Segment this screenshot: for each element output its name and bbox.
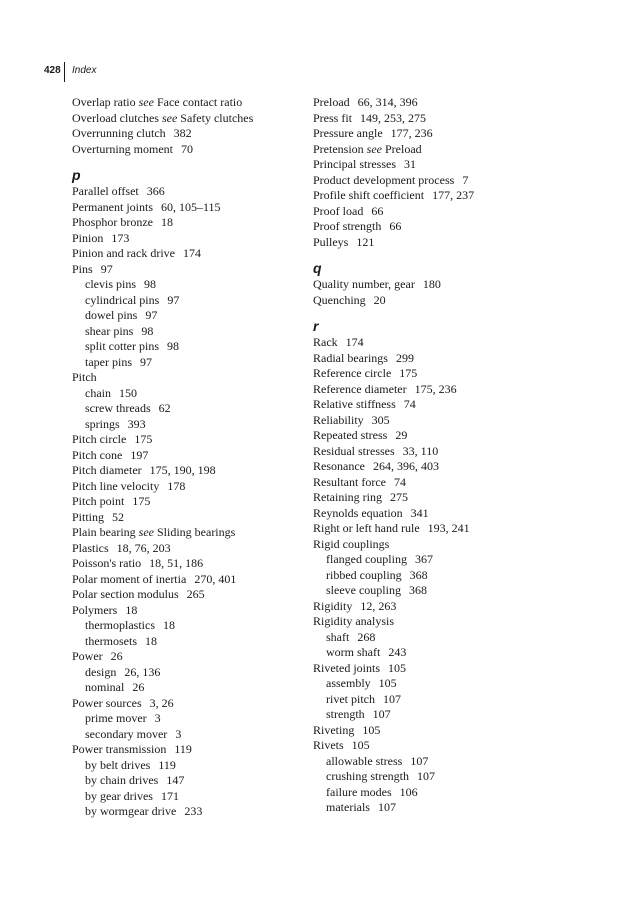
index-term: prime mover <box>85 711 147 725</box>
page-references: 98 <box>167 339 179 353</box>
page-references: 177, 236 <box>390 126 433 140</box>
see-reference-target: Preload <box>385 141 422 156</box>
page-references: 3 <box>154 711 161 725</box>
index-entry <box>313 142 553 158</box>
index-section-letter: q <box>313 260 322 276</box>
index-term: Polar section modulus <box>72 587 179 601</box>
index-term: split cotter pins <box>85 339 159 353</box>
page-references: 18 <box>161 215 173 229</box>
index-subentry <box>72 711 307 727</box>
index-subentry <box>72 339 307 355</box>
index-subentry <box>72 804 307 820</box>
index-entry <box>72 603 307 619</box>
index-term: Pitting <box>72 509 105 524</box>
index-subentry <box>313 754 553 770</box>
page-references: 174 <box>345 335 364 349</box>
page-references: 97 <box>167 292 180 307</box>
index-entry <box>313 428 553 444</box>
page-references: 193, 241 <box>427 521 470 535</box>
index-term: screw threads <box>85 401 151 415</box>
index-term: Riveting <box>313 722 355 737</box>
index-term: Pretension <box>313 141 364 156</box>
index-term: Profile shift coefficient <box>313 188 425 202</box>
index-subentry <box>72 386 307 402</box>
index-subentry <box>313 568 553 584</box>
index-entry <box>313 293 553 309</box>
index-subentry <box>72 789 307 805</box>
index-subentry <box>72 324 307 340</box>
page-references: 180 <box>422 277 441 291</box>
page-references: 107 <box>410 753 429 768</box>
index-entry <box>72 696 307 712</box>
page-references: 107 <box>382 691 401 706</box>
index-term: Press fit <box>313 110 352 125</box>
index-term: Polar moment of inertia <box>72 571 187 586</box>
index-entry <box>313 111 553 127</box>
index-term: Rack <box>313 335 338 349</box>
index-term: Resultant force <box>313 474 386 489</box>
index-term: Overlap ratio <box>72 95 136 109</box>
page-references: 299 <box>395 350 414 365</box>
page-references: 175 <box>132 494 151 508</box>
index-entry <box>72 479 307 495</box>
index-term: thermosets <box>85 633 137 648</box>
index-entry <box>72 111 307 127</box>
index-term: Overrunning clutch <box>72 126 166 140</box>
index-entry <box>72 246 307 262</box>
page-references: 243 <box>388 645 407 659</box>
page-references: 119 <box>158 757 176 772</box>
index-term: Pins <box>72 261 93 276</box>
see-reference-target: Face contact ratio <box>156 95 243 109</box>
index-term: flanged coupling <box>326 552 407 566</box>
index-term: Rivets <box>313 738 344 752</box>
index-subentry <box>72 634 307 650</box>
running-title: Index <box>72 65 97 76</box>
index-subentry <box>72 758 307 774</box>
index-term: Pulleys <box>313 234 349 249</box>
index-term: rivet pitch <box>326 691 375 706</box>
index-term: Reynolds equation <box>313 505 403 520</box>
page-references: 149, 253, 275 <box>360 110 426 125</box>
index-entry <box>72 215 307 231</box>
index-term: Preload <box>313 95 350 109</box>
page-references: 31 <box>404 157 416 171</box>
page-references: 66 <box>389 219 402 233</box>
index-term: shear pins <box>85 323 134 338</box>
index-subentry <box>72 293 307 309</box>
index-entry <box>72 95 307 111</box>
index-term: by belt drives <box>85 757 151 772</box>
index-entry <box>313 738 553 754</box>
index-term: design <box>85 664 117 679</box>
page-references: 98 <box>141 323 154 338</box>
index-term: Proof strength <box>313 219 382 233</box>
page-references: 175, 236 <box>414 381 457 396</box>
index-entry <box>313 614 553 630</box>
header-divider <box>64 62 65 82</box>
index-term: Reference diameter <box>313 381 407 396</box>
index-subentry <box>313 630 553 646</box>
page-references: 18 <box>162 618 175 632</box>
index-term: materials <box>326 800 370 814</box>
index-term: Radial bearings <box>313 350 388 365</box>
index-subentry <box>313 645 553 661</box>
page-references: 197 <box>130 447 149 462</box>
index-column-right <box>313 95 553 816</box>
index-term: Pinion <box>72 230 104 245</box>
index-entry <box>72 448 307 464</box>
see-reference-target: Sliding bearings <box>156 525 236 539</box>
index-term: secondary mover <box>85 726 168 741</box>
index-term: thermoplastics <box>85 618 155 632</box>
index-subentry <box>313 692 553 708</box>
index-term: Poisson's ratio <box>72 556 142 570</box>
index-term: crushing strength <box>326 769 409 783</box>
index-entry <box>313 188 553 204</box>
page-references: 233 <box>184 804 203 818</box>
index-entry <box>313 277 553 293</box>
index-entry <box>313 235 553 251</box>
index-term: taper pins <box>85 354 132 369</box>
index-term: Riveted joints <box>313 660 380 675</box>
index-entry <box>72 587 307 603</box>
index-term: springs <box>85 416 120 431</box>
index-entry <box>313 366 553 382</box>
index-subentry <box>313 707 553 723</box>
page-references: 177, 237 <box>432 188 475 202</box>
page-references: 26, 136 <box>124 664 161 679</box>
page-references: 66, 314, 396 <box>357 95 418 109</box>
page-references: 60, 105–115 <box>161 199 221 214</box>
page-references: 107 <box>372 707 391 721</box>
page-references: 171 <box>160 788 179 803</box>
index-entry <box>72 262 307 278</box>
index-entry <box>313 506 553 522</box>
index-term: Plain bearing <box>72 525 136 539</box>
see-reference-label: see <box>138 95 154 109</box>
index-subentry <box>72 773 307 789</box>
index-term: sleeve coupling <box>326 583 401 597</box>
page-references: 175 <box>399 366 418 380</box>
index-entry <box>72 200 307 216</box>
page-references: 368 <box>409 567 428 582</box>
page-references: 97 <box>100 261 113 276</box>
page-references: 105 <box>388 660 406 675</box>
page-references: 18, 76, 203 <box>116 540 171 555</box>
page-references: 341 <box>410 505 429 520</box>
index-term: Plastics <box>72 540 109 555</box>
page-references: 174 <box>182 246 201 260</box>
index-entry <box>313 599 553 615</box>
index-column-left <box>72 95 307 820</box>
index-term: Pressure angle <box>313 126 383 140</box>
page-references: 175 <box>134 432 153 446</box>
index-subentry <box>72 277 307 293</box>
page-references: 18, 51, 186 <box>149 556 204 570</box>
page-references: 3 <box>175 726 182 741</box>
page-references: 52 <box>112 509 125 524</box>
index-term: Rigid couplings <box>313 536 390 551</box>
index-subentry <box>72 680 307 696</box>
index-term: cylindrical pins <box>85 292 160 307</box>
page-references: 18 <box>125 602 138 617</box>
index-entry <box>313 661 553 677</box>
page-references: 62 <box>158 401 171 415</box>
index-entry <box>313 723 553 739</box>
index-entry <box>313 413 553 429</box>
index-subentry <box>313 785 553 801</box>
index-term: Quenching <box>313 292 366 307</box>
page-references: 97 <box>140 354 152 369</box>
index-term: by wormgear drive <box>85 804 177 818</box>
index-term: Phosphor bronze <box>72 215 153 229</box>
see-reference-label: see <box>161 110 178 125</box>
page-references: 105 <box>351 738 370 752</box>
index-entry <box>72 494 307 510</box>
index-entry <box>72 126 307 142</box>
index-entry <box>313 157 553 173</box>
index-subentry <box>72 665 307 681</box>
page-references: 382 <box>173 126 192 140</box>
see-reference-label: see <box>366 141 382 156</box>
index-entry <box>313 537 553 553</box>
index-term: dowel pins <box>85 308 138 322</box>
index-term: Rigidity analysis <box>313 614 394 628</box>
page-references: 105 <box>378 676 397 690</box>
index-subentry <box>313 769 553 785</box>
index-entry <box>72 525 307 541</box>
page-references: 107 <box>417 769 435 783</box>
page-references: 26 <box>110 649 123 663</box>
index-term: Parallel offset <box>72 184 139 198</box>
page-references: 121 <box>356 234 375 249</box>
index-term: Pitch diameter <box>72 463 142 477</box>
index-term: Right or left hand rule <box>313 521 420 535</box>
index-subentry <box>72 355 307 371</box>
page-references: 367 <box>414 552 433 566</box>
index-term: Overturning moment <box>72 141 173 156</box>
page-references: 150 <box>119 385 137 400</box>
index-entry <box>313 475 553 491</box>
index-entry <box>72 572 307 588</box>
index-term: Power <box>72 649 103 663</box>
page-references: 26 <box>132 680 145 694</box>
index-term: Product development process <box>313 172 455 187</box>
page-references: 173 <box>111 230 130 245</box>
index-term: Residual stresses <box>313 443 395 458</box>
index-term: Pitch <box>72 370 97 384</box>
page-references: 66 <box>371 203 384 218</box>
index-term: Polymers <box>72 602 118 617</box>
page-references: 74 <box>403 397 416 411</box>
index-term: Quality number, gear <box>313 277 415 291</box>
index-entry <box>72 142 307 158</box>
index-entry <box>313 490 553 506</box>
index-entry <box>313 173 553 189</box>
index-subentry <box>313 583 553 599</box>
page-references: 275 <box>390 490 408 504</box>
index-entry <box>72 231 307 247</box>
page-references: 106 <box>399 784 418 799</box>
index-term: ribbed coupling <box>326 567 402 582</box>
index-term: Relative stiffness <box>313 397 396 411</box>
index-term: by gear drives <box>85 788 153 803</box>
index-term: assembly <box>326 676 371 690</box>
index-term: Proof load <box>313 203 364 218</box>
index-term: shaft <box>326 629 350 644</box>
index-entry <box>313 335 553 351</box>
index-term: Pitch circle <box>72 432 127 446</box>
page-references: 29 <box>395 428 408 442</box>
page-references: 74 <box>393 474 406 489</box>
index-term: chain <box>85 385 111 400</box>
index-entry <box>313 219 553 235</box>
index-subentry <box>72 401 307 417</box>
index-term: allowable stress <box>326 753 403 768</box>
index-term: Repeated stress <box>313 428 388 442</box>
page-references: 119 <box>174 742 192 756</box>
page-references: 97 <box>145 308 158 322</box>
page-references: 70 <box>180 141 193 156</box>
index-term: Reference circle <box>313 366 392 380</box>
index-entry <box>313 382 553 398</box>
index-entry <box>72 541 307 557</box>
index-term: Pitch cone <box>72 447 123 462</box>
index-term: worm shaft <box>326 645 381 659</box>
index-subentry <box>72 618 307 634</box>
index-subentry <box>313 552 553 568</box>
index-section-letter: p <box>72 167 81 183</box>
page-references: 3, 26 <box>149 695 174 710</box>
see-reference-label: see <box>138 525 154 539</box>
page-references: 264, 396, 403 <box>372 459 439 473</box>
index-entry <box>313 204 553 220</box>
index-term: Reliability <box>313 412 364 427</box>
index-subentry <box>72 417 307 433</box>
page-references: 147 <box>166 773 185 787</box>
index-subentry <box>313 676 553 692</box>
index-term: Pinion and rack drive <box>72 246 175 260</box>
index-entry <box>313 397 553 413</box>
index-section-letter: r <box>313 318 319 334</box>
index-term: strength <box>326 707 365 721</box>
page-references: 18 <box>145 633 157 648</box>
page-references: 107 <box>377 800 396 814</box>
index-term: Overload clutches <box>72 110 159 125</box>
index-term: nominal <box>85 680 125 694</box>
page-references: 7 <box>462 172 469 187</box>
page-references: 33, 110 <box>402 443 439 458</box>
index-subentry <box>313 800 553 816</box>
index-entry <box>72 556 307 572</box>
index-subentry <box>72 727 307 743</box>
see-reference-target: Safety clutches <box>180 110 254 125</box>
index-term: Resonance <box>313 459 365 473</box>
page-references: 393 <box>127 416 146 431</box>
index-entry <box>72 463 307 479</box>
index-entry <box>72 649 307 665</box>
page-references: 268 <box>357 629 376 644</box>
index-entry <box>72 742 307 758</box>
index-term: failure modes <box>326 784 392 799</box>
page-number: 428 <box>44 65 61 76</box>
index-term: Principal stresses <box>313 157 396 171</box>
page-references: 270, 401 <box>194 571 237 586</box>
page-references: 20 <box>373 292 386 307</box>
index-entry <box>72 184 307 200</box>
index-entry <box>313 95 553 111</box>
index-entry <box>313 444 553 460</box>
index-entry <box>72 432 307 448</box>
index-entry <box>313 126 553 142</box>
index-subentry <box>72 308 307 324</box>
page-references: 175, 190, 198 <box>149 463 216 477</box>
page-references: 12, 263 <box>360 598 397 613</box>
index-term: Pitch line velocity <box>72 478 160 493</box>
index-term: by chain drives <box>85 773 159 787</box>
page-references: 98 <box>144 277 156 291</box>
page-references: 105 <box>362 722 381 737</box>
index-entry <box>313 459 553 475</box>
index-term: clevis pins <box>85 277 136 291</box>
page-references: 368 <box>408 583 427 597</box>
index-entry <box>72 370 307 386</box>
page-references: 178 <box>167 478 186 493</box>
page-references: 366 <box>146 184 165 198</box>
index-term: Power sources <box>72 695 142 710</box>
index-entry <box>313 351 553 367</box>
index-term: Permanent joints <box>72 199 153 214</box>
index-entry <box>313 521 553 537</box>
index-term: Power transmission <box>72 742 167 756</box>
page-references: 305 <box>371 412 390 427</box>
page-references: 265 <box>186 587 205 601</box>
index-term: Rigidity <box>313 598 353 613</box>
index-term: Retaining ring <box>313 490 382 504</box>
index-entry <box>72 510 307 526</box>
index-term: Pitch point <box>72 494 125 508</box>
